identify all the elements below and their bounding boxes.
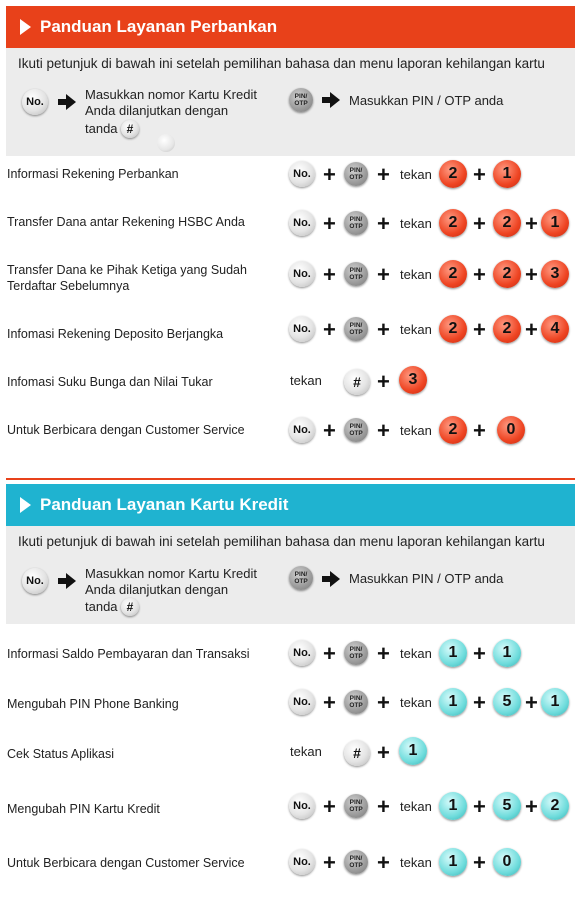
banking-step2: Masukkan PIN / OTP anda: [349, 93, 504, 108]
banking-row-label: Infomasi Suku Bunga dan Nilai Tukar: [7, 375, 213, 389]
key-1-icon: 1: [439, 792, 467, 820]
banking-intro-text: Ikuti petunjuk di bawah ini setelah pemilihan bahasa dan menu laporan kehilangan kartu: [18, 56, 545, 71]
card-step1-line1: Masukkan nomor Kartu Kredit: [85, 566, 257, 581]
hash-key-icon: #: [121, 598, 139, 616]
plus-sign: +: [323, 162, 336, 187]
key-4-icon: 4: [541, 315, 569, 343]
tekan-label: tekan: [400, 267, 432, 282]
pin-otp-key-icon: PIN/ OTP: [344, 641, 368, 665]
card-header: [6, 484, 575, 526]
pin-otp-key-icon: PIN/ OTP: [289, 566, 313, 590]
pin-otp-key-icon: PIN/ OTP: [344, 850, 368, 874]
no-key-icon: No.: [289, 316, 315, 342]
plus-sign: +: [377, 162, 390, 187]
section-divider: [6, 478, 575, 480]
banking-row-label: Informasi Rekening Perbankan: [7, 167, 179, 181]
plus-sign: +: [377, 740, 390, 765]
banking-row-label: Transfer Dana antar Rekening HSBC Anda: [7, 215, 245, 229]
key-2-icon: 2: [541, 792, 569, 820]
banking-header: [6, 6, 575, 48]
key-1-icon: 1: [399, 737, 427, 765]
plus-sign: +: [473, 418, 486, 443]
card-step2: Masukkan PIN / OTP anda: [349, 571, 504, 586]
no-key-icon: No.: [22, 89, 48, 115]
key-2-icon: 2: [439, 160, 467, 188]
key-5-icon: 5: [493, 688, 521, 716]
plus-sign: +: [377, 418, 390, 443]
decorative-dot: [157, 134, 175, 152]
tekan-label: tekan: [290, 373, 322, 388]
plus-sign: +: [323, 211, 336, 236]
no-key-icon: No.: [289, 161, 315, 187]
pin-otp-key-icon: PIN/ OTP: [344, 690, 368, 714]
plus-sign: +: [377, 317, 390, 342]
plus-sign: +: [323, 262, 336, 287]
key-3-icon: 3: [541, 260, 569, 288]
key-2-icon: 2: [493, 315, 521, 343]
key-1-icon: 1: [493, 160, 521, 188]
card-title: Panduan Layanan Kartu Kredit: [40, 495, 289, 514]
plus-sign: +: [473, 641, 486, 666]
card-step1-line2: Anda dilanjutkan dengan: [85, 582, 229, 597]
card-row-label: Cek Status Aplikasi: [7, 747, 114, 761]
plus-sign: +: [473, 690, 486, 715]
key-1-icon: 1: [541, 688, 569, 716]
tekan-label: tekan: [400, 855, 432, 870]
play-triangle-icon: [20, 19, 31, 35]
key-1-icon: 1: [541, 209, 569, 237]
hash-key-icon: #: [344, 740, 370, 766]
play-triangle-icon: [20, 497, 31, 513]
tekan-label: tekan: [400, 167, 432, 182]
plus-sign: +: [377, 850, 390, 875]
banking-step1-line1: Masukkan nomor Kartu Kredit: [85, 87, 257, 102]
key-0-icon: 0: [497, 416, 525, 444]
key-2-icon: 2: [439, 260, 467, 288]
tekan-label: tekan: [400, 423, 432, 438]
banking-row-label: Infomasi Rekening Deposito Berjangka: [7, 327, 224, 341]
card-row-label: Mengubah PIN Phone Banking: [7, 697, 179, 711]
key-2-icon: 2: [493, 209, 521, 237]
plus-sign: +: [323, 641, 336, 666]
pin-otp-key-icon: PIN/ OTP: [344, 262, 368, 286]
plus-sign: +: [525, 317, 538, 342]
plus-sign: +: [323, 794, 336, 819]
no-key-icon: No.: [289, 640, 315, 666]
plus-sign: +: [377, 211, 390, 236]
plus-sign: +: [323, 850, 336, 875]
key-2-icon: 2: [439, 416, 467, 444]
key-3-icon: 3: [399, 366, 427, 394]
banking-step1-line3: tanda: [85, 121, 118, 136]
key-1-icon: 1: [439, 639, 467, 667]
hash-key-icon: #: [344, 369, 370, 395]
key-2-icon: 2: [439, 209, 467, 237]
plus-sign: +: [323, 418, 336, 443]
key-1-icon: 1: [439, 848, 467, 876]
card-intro-text: Ikuti petunjuk di bawah ini setelah pemilihan bahasa dan menu laporan kehilangan kartu: [18, 534, 545, 549]
key-2-icon: 2: [493, 260, 521, 288]
plus-sign: +: [525, 794, 538, 819]
card-intro-panel: [6, 526, 575, 624]
pin-otp-key-icon: PIN/ OTP: [344, 211, 368, 235]
plus-sign: +: [473, 794, 486, 819]
no-key-icon: No.: [289, 210, 315, 236]
plus-sign: +: [525, 262, 538, 287]
plus-sign: +: [525, 211, 538, 236]
tekan-label: tekan: [400, 799, 432, 814]
plus-sign: +: [323, 690, 336, 715]
key-1-icon: 1: [439, 688, 467, 716]
no-key-icon: No.: [289, 689, 315, 715]
banking-row-label-line2: Terdaftar Sebelumnya: [7, 279, 130, 293]
key-1-icon: 1: [493, 639, 521, 667]
banking-row-label: Untuk Berbicara dengan Customer Service: [7, 423, 245, 437]
tekan-label: tekan: [400, 646, 432, 661]
no-key-icon: No.: [289, 417, 315, 443]
plus-sign: +: [473, 262, 486, 287]
no-key-icon: No.: [289, 261, 315, 287]
banking-row-label: Transfer Dana ke Pihak Ketiga yang Sudah: [7, 263, 247, 277]
tekan-label: tekan: [400, 322, 432, 337]
key-0-icon: 0: [493, 848, 521, 876]
plus-sign: +: [473, 162, 486, 187]
no-key-icon: No.: [289, 849, 315, 875]
plus-sign: +: [323, 317, 336, 342]
plus-sign: +: [377, 262, 390, 287]
pin-otp-key-icon: PIN/ OTP: [289, 88, 313, 112]
pin-otp-key-icon: PIN/ OTP: [344, 162, 368, 186]
plus-sign: +: [377, 641, 390, 666]
pin-otp-key-icon: PIN/ OTP: [344, 794, 368, 818]
plus-sign: +: [473, 317, 486, 342]
tekan-label: tekan: [400, 695, 432, 710]
pin-otp-key-icon: PIN/ OTP: [344, 317, 368, 341]
banking-intro-panel: [6, 48, 575, 156]
banking-title: Panduan Layanan Perbankan: [40, 17, 278, 36]
plus-sign: +: [377, 369, 390, 394]
key-2-icon: 2: [439, 315, 467, 343]
hash-key-icon: #: [121, 120, 139, 138]
tekan-label: tekan: [290, 744, 322, 759]
card-row-label: Mengubah PIN Kartu Kredit: [7, 802, 160, 816]
card-step1-line3: tanda: [85, 599, 118, 614]
plus-sign: +: [377, 794, 390, 819]
card-row-label: Informasi Saldo Pembayaran dan Transaksi: [7, 647, 250, 661]
plus-sign: +: [377, 690, 390, 715]
plus-sign: +: [525, 690, 538, 715]
plus-sign: +: [473, 211, 486, 236]
plus-sign: +: [473, 850, 486, 875]
tekan-label: tekan: [400, 216, 432, 231]
card-row-label: Untuk Berbicara dengan Customer Service: [7, 856, 245, 870]
banking-step1-line2: Anda dilanjutkan dengan: [85, 103, 229, 118]
pin-otp-key-icon: PIN/ OTP: [344, 418, 368, 442]
key-5-icon: 5: [493, 792, 521, 820]
no-key-icon: No.: [22, 568, 48, 594]
no-key-icon: No.: [289, 793, 315, 819]
